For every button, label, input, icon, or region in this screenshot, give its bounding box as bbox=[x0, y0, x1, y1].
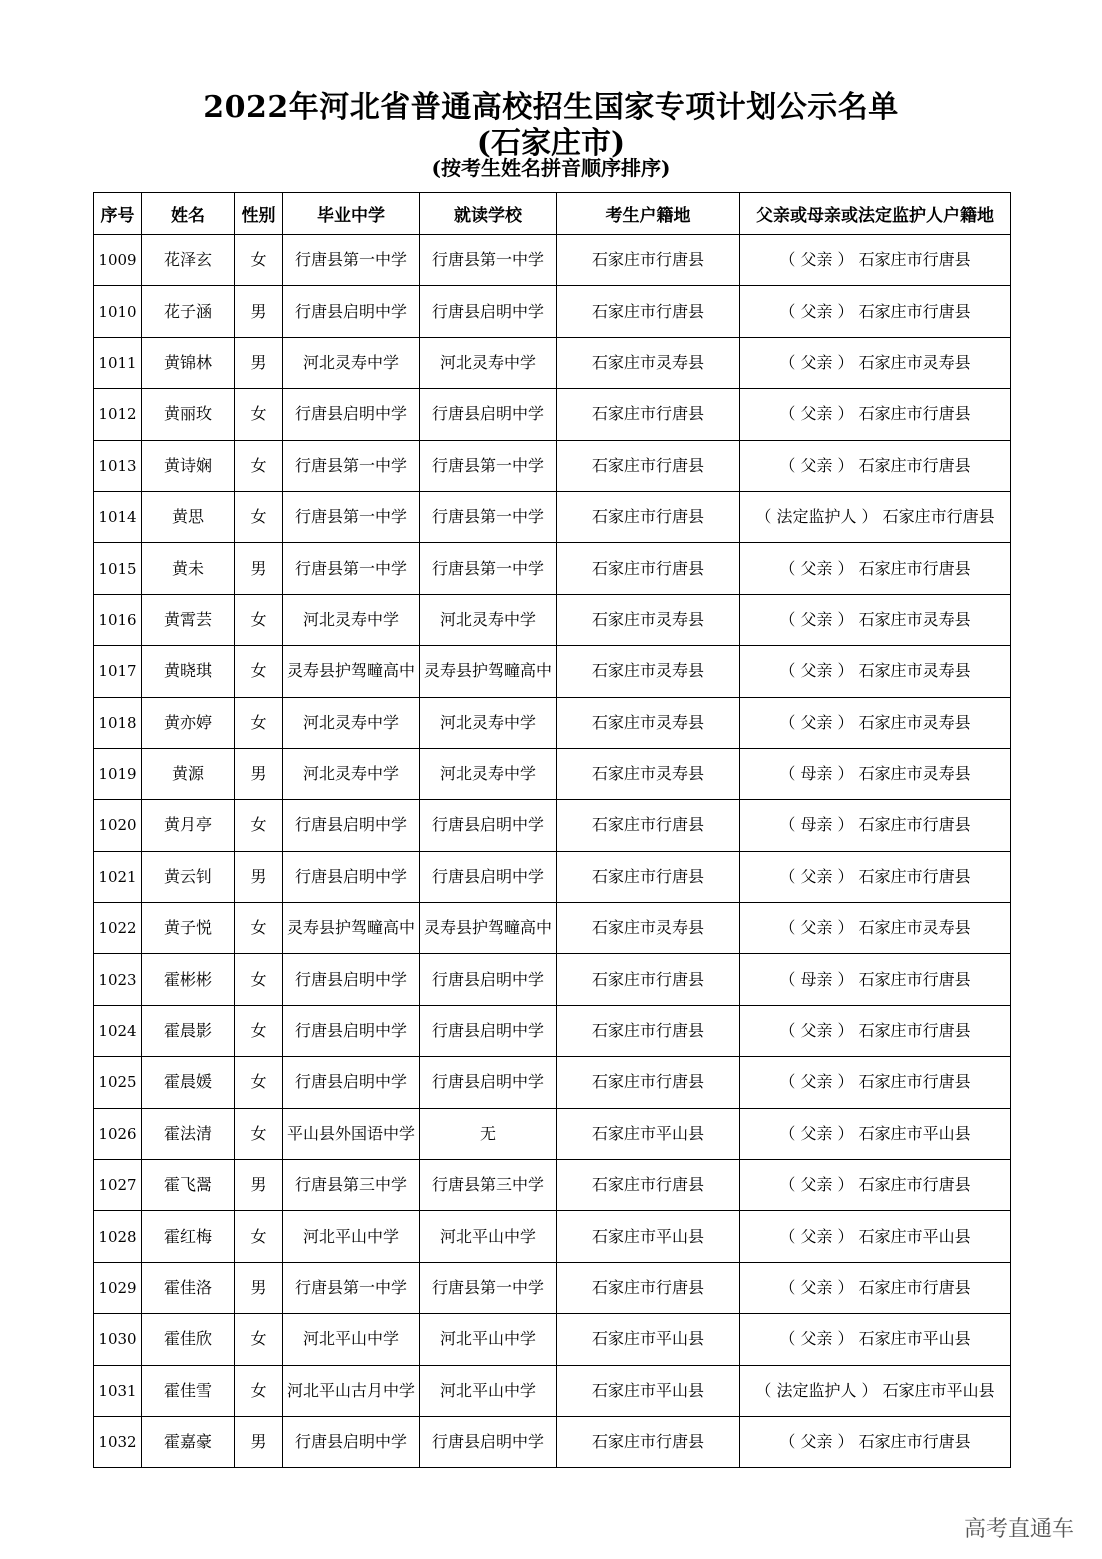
cell-name: 霍佳欣 bbox=[142, 1314, 235, 1365]
cell-household-registration: 石家庄市行唐县 bbox=[557, 1262, 740, 1313]
cell-graduation-school: 行唐县启明中学 bbox=[283, 1005, 420, 1056]
cell-guardian-registration: （ 母亲 ） 石家庄市灵寿县 bbox=[740, 748, 1011, 799]
cell-household-registration: 石家庄市平山县 bbox=[557, 1314, 740, 1365]
cell-guardian-registration: （ 父亲 ） 石家庄市灵寿县 bbox=[740, 903, 1011, 954]
cell-current-school: 行唐县第一中学 bbox=[420, 440, 557, 491]
cell-household-registration: 石家庄市灵寿县 bbox=[557, 697, 740, 748]
cell-current-school: 行唐县第一中学 bbox=[420, 543, 557, 594]
cell-current-school: 行唐县启明中学 bbox=[420, 851, 557, 902]
cell-name: 霍嘉豪 bbox=[142, 1416, 235, 1467]
cell-current-school: 灵寿县护驾疃高中 bbox=[420, 646, 557, 697]
cell-gender: 男 bbox=[235, 1160, 283, 1211]
roster-table bbox=[93, 192, 1011, 1468]
cell-gender: 女 bbox=[235, 1365, 283, 1416]
cell-guardian-registration: （ 父亲 ） 石家庄市平山县 bbox=[740, 1108, 1011, 1159]
cell-household-registration: 石家庄市灵寿县 bbox=[557, 903, 740, 954]
table-row bbox=[94, 1416, 1011, 1467]
cell-graduation-school: 灵寿县护驾疃高中 bbox=[283, 646, 420, 697]
table-row bbox=[94, 337, 1011, 388]
cell-household-registration: 石家庄市行唐县 bbox=[557, 491, 740, 542]
cell-seq: 1010 bbox=[94, 286, 142, 337]
cell-household-registration: 石家庄市行唐县 bbox=[557, 800, 740, 851]
cell-current-school: 行唐县启明中学 bbox=[420, 800, 557, 851]
cell-current-school: 行唐县第一中学 bbox=[420, 491, 557, 542]
cell-seq: 1026 bbox=[94, 1108, 142, 1159]
cell-household-registration: 石家庄市平山县 bbox=[557, 1211, 740, 1262]
cell-guardian-registration: （ 父亲 ） 石家庄市平山县 bbox=[740, 1314, 1011, 1365]
cell-current-school: 行唐县启明中学 bbox=[420, 954, 557, 1005]
cell-gender: 女 bbox=[235, 697, 283, 748]
cell-seq: 1024 bbox=[94, 1005, 142, 1056]
cell-graduation-school: 灵寿县护驾疃高中 bbox=[283, 903, 420, 954]
cell-guardian-registration: （ 父亲 ） 石家庄市灵寿县 bbox=[740, 337, 1011, 388]
cell-current-school: 行唐县启明中学 bbox=[420, 1416, 557, 1467]
cell-graduation-school: 河北灵寿中学 bbox=[283, 594, 420, 645]
cell-seq: 1016 bbox=[94, 594, 142, 645]
cell-current-school: 河北灵寿中学 bbox=[420, 697, 557, 748]
cell-seq: 1009 bbox=[94, 235, 142, 286]
cell-name: 黄子悦 bbox=[142, 903, 235, 954]
cell-gender: 女 bbox=[235, 440, 283, 491]
table-row bbox=[94, 543, 1011, 594]
cell-gender: 女 bbox=[235, 646, 283, 697]
cell-gender: 男 bbox=[235, 337, 283, 388]
cell-current-school: 行唐县第一中学 bbox=[420, 235, 557, 286]
cell-guardian-registration: （ 父亲 ） 石家庄市灵寿县 bbox=[740, 594, 1011, 645]
cell-graduation-school: 行唐县第一中学 bbox=[283, 543, 420, 594]
cell-gender: 女 bbox=[235, 800, 283, 851]
cell-graduation-school: 行唐县第一中学 bbox=[283, 440, 420, 491]
cell-current-school: 行唐县启明中学 bbox=[420, 286, 557, 337]
cell-graduation-school: 河北灵寿中学 bbox=[283, 337, 420, 388]
document-sort-note: (按考生姓名拼音顺序排序) bbox=[431, 156, 671, 180]
cell-graduation-school: 河北灵寿中学 bbox=[283, 697, 420, 748]
header-guardian-registration: 父亲或母亲或法定监护人户籍地 bbox=[740, 193, 1011, 235]
cell-name: 黄霄芸 bbox=[142, 594, 235, 645]
cell-graduation-school: 行唐县第一中学 bbox=[283, 491, 420, 542]
cell-graduation-school: 行唐县第一中学 bbox=[283, 235, 420, 286]
table-row bbox=[94, 1365, 1011, 1416]
cell-household-registration: 石家庄市行唐县 bbox=[557, 1057, 740, 1108]
header-seq: 序号 bbox=[94, 193, 142, 235]
table-row bbox=[94, 748, 1011, 799]
header-name: 姓名 bbox=[142, 193, 235, 235]
cell-name: 黄诗娴 bbox=[142, 440, 235, 491]
cell-name: 霍晨媛 bbox=[142, 1057, 235, 1108]
cell-household-registration: 石家庄市行唐县 bbox=[557, 1160, 740, 1211]
cell-name: 黄锦林 bbox=[142, 337, 235, 388]
cell-guardian-registration: （ 父亲 ） 石家庄市行唐县 bbox=[740, 1057, 1011, 1108]
cell-gender: 男 bbox=[235, 286, 283, 337]
cell-graduation-school: 行唐县启明中学 bbox=[283, 389, 420, 440]
table-row bbox=[94, 903, 1011, 954]
header-graduation-school: 毕业中学 bbox=[283, 193, 420, 235]
cell-graduation-school: 行唐县第三中学 bbox=[283, 1160, 420, 1211]
cell-guardian-registration: （ 父亲 ） 石家庄市行唐县 bbox=[740, 1160, 1011, 1211]
cell-household-registration: 石家庄市行唐县 bbox=[557, 286, 740, 337]
cell-name: 霍彬彬 bbox=[142, 954, 235, 1005]
cell-current-school: 无 bbox=[420, 1108, 557, 1159]
cell-name: 黄丽玫 bbox=[142, 389, 235, 440]
cell-name: 霍红梅 bbox=[142, 1211, 235, 1262]
cell-household-registration: 石家庄市平山县 bbox=[557, 1108, 740, 1159]
cell-name: 黄未 bbox=[142, 543, 235, 594]
cell-gender: 女 bbox=[235, 1057, 283, 1108]
cell-seq: 1030 bbox=[94, 1314, 142, 1365]
cell-household-registration: 石家庄市行唐县 bbox=[557, 954, 740, 1005]
cell-guardian-registration: （ 父亲 ） 石家庄市平山县 bbox=[740, 1211, 1011, 1262]
cell-graduation-school: 行唐县启明中学 bbox=[283, 286, 420, 337]
cell-gender: 女 bbox=[235, 1108, 283, 1159]
cell-current-school: 行唐县启明中学 bbox=[420, 1057, 557, 1108]
cell-household-registration: 石家庄市行唐县 bbox=[557, 1005, 740, 1056]
cell-graduation-school: 河北平山古月中学 bbox=[283, 1365, 420, 1416]
cell-current-school: 行唐县第三中学 bbox=[420, 1160, 557, 1211]
cell-guardian-registration: （ 父亲 ） 石家庄市行唐县 bbox=[740, 286, 1011, 337]
cell-gender: 女 bbox=[235, 491, 283, 542]
cell-gender: 女 bbox=[235, 1211, 283, 1262]
cell-current-school: 河北灵寿中学 bbox=[420, 337, 557, 388]
header-household-registration: 考生户籍地 bbox=[557, 193, 740, 235]
cell-household-registration: 石家庄市行唐县 bbox=[557, 235, 740, 286]
table-row bbox=[94, 1160, 1011, 1211]
cell-current-school: 灵寿县护驾疃高中 bbox=[420, 903, 557, 954]
cell-household-registration: 石家庄市行唐县 bbox=[557, 851, 740, 902]
cell-name: 黄亦婷 bbox=[142, 697, 235, 748]
cell-name: 黄月亭 bbox=[142, 800, 235, 851]
table-row bbox=[94, 1057, 1011, 1108]
cell-guardian-registration: （ 母亲 ） 石家庄市行唐县 bbox=[740, 800, 1011, 851]
cell-current-school: 河北灵寿中学 bbox=[420, 594, 557, 645]
cell-household-registration: 石家庄市行唐县 bbox=[557, 543, 740, 594]
cell-seq: 1020 bbox=[94, 800, 142, 851]
table-row bbox=[94, 491, 1011, 542]
cell-guardian-registration: （ 法定监护人 ） 石家庄市平山县 bbox=[740, 1365, 1011, 1416]
cell-guardian-registration: （ 父亲 ） 石家庄市行唐县 bbox=[740, 1262, 1011, 1313]
table-row bbox=[94, 1262, 1011, 1313]
table-row bbox=[94, 851, 1011, 902]
table-row bbox=[94, 646, 1011, 697]
cell-guardian-registration: （ 父亲 ） 石家庄市行唐县 bbox=[740, 851, 1011, 902]
table-row bbox=[94, 800, 1011, 851]
cell-guardian-registration: （ 父亲 ） 石家庄市行唐县 bbox=[740, 235, 1011, 286]
cell-seq: 1017 bbox=[94, 646, 142, 697]
table-row bbox=[94, 1211, 1011, 1262]
cell-gender: 女 bbox=[235, 1314, 283, 1365]
cell-gender: 男 bbox=[235, 1262, 283, 1313]
cell-household-registration: 石家庄市灵寿县 bbox=[557, 594, 740, 645]
cell-current-school: 行唐县第一中学 bbox=[420, 1262, 557, 1313]
cell-seq: 1013 bbox=[94, 440, 142, 491]
cell-name: 霍佳雪 bbox=[142, 1365, 235, 1416]
cell-guardian-registration: （ 父亲 ） 石家庄市行唐县 bbox=[740, 543, 1011, 594]
cell-current-school: 行唐县启明中学 bbox=[420, 1005, 557, 1056]
cell-guardian-registration: （ 父亲 ） 石家庄市行唐县 bbox=[740, 440, 1011, 491]
cell-gender: 女 bbox=[235, 235, 283, 286]
document-subtitle-city: (石家庄市) bbox=[476, 126, 626, 161]
cell-graduation-school: 平山县外国语中学 bbox=[283, 1108, 420, 1159]
cell-guardian-registration: （ 法定监护人 ） 石家庄市行唐县 bbox=[740, 491, 1011, 542]
cell-current-school: 河北灵寿中学 bbox=[420, 748, 557, 799]
cell-household-registration: 石家庄市平山县 bbox=[557, 1365, 740, 1416]
cell-gender: 女 bbox=[235, 389, 283, 440]
cell-gender: 男 bbox=[235, 1416, 283, 1467]
cell-guardian-registration: （ 母亲 ） 石家庄市行唐县 bbox=[740, 954, 1011, 1005]
cell-household-registration: 石家庄市行唐县 bbox=[557, 389, 740, 440]
cell-household-registration: 石家庄市行唐县 bbox=[557, 1416, 740, 1467]
cell-guardian-registration: （ 父亲 ） 石家庄市行唐县 bbox=[740, 1416, 1011, 1467]
header-current-school: 就读学校 bbox=[420, 193, 557, 235]
cell-graduation-school: 河北灵寿中学 bbox=[283, 748, 420, 799]
cell-guardian-registration: （ 父亲 ） 石家庄市行唐县 bbox=[740, 389, 1011, 440]
cell-current-school: 河北平山中学 bbox=[420, 1365, 557, 1416]
cell-seq: 1021 bbox=[94, 851, 142, 902]
cell-graduation-school: 行唐县启明中学 bbox=[283, 1416, 420, 1467]
cell-name: 花泽玄 bbox=[142, 235, 235, 286]
cell-seq: 1011 bbox=[94, 337, 142, 388]
cell-seq: 1023 bbox=[94, 954, 142, 1005]
cell-guardian-registration: （ 父亲 ） 石家庄市灵寿县 bbox=[740, 646, 1011, 697]
cell-current-school: 行唐县启明中学 bbox=[420, 389, 557, 440]
cell-seq: 1022 bbox=[94, 903, 142, 954]
table-row bbox=[94, 1005, 1011, 1056]
cell-seq: 1012 bbox=[94, 389, 142, 440]
cell-seq: 1032 bbox=[94, 1416, 142, 1467]
cell-guardian-registration: （ 父亲 ） 石家庄市行唐县 bbox=[740, 1005, 1011, 1056]
table-row bbox=[94, 235, 1011, 286]
cell-graduation-school: 河北平山中学 bbox=[283, 1211, 420, 1262]
cell-seq: 1031 bbox=[94, 1365, 142, 1416]
table-row bbox=[94, 594, 1011, 645]
table-row bbox=[94, 954, 1011, 1005]
cell-name: 黄云钊 bbox=[142, 851, 235, 902]
cell-graduation-school: 行唐县启明中学 bbox=[283, 800, 420, 851]
cell-name: 霍晨影 bbox=[142, 1005, 235, 1056]
header-row bbox=[94, 193, 1011, 235]
cell-graduation-school: 行唐县启明中学 bbox=[283, 954, 420, 1005]
cell-household-registration: 石家庄市灵寿县 bbox=[557, 748, 740, 799]
cell-graduation-school: 行唐县启明中学 bbox=[283, 851, 420, 902]
cell-name: 霍法清 bbox=[142, 1108, 235, 1159]
cell-household-registration: 石家庄市行唐县 bbox=[557, 440, 740, 491]
cell-name: 黄源 bbox=[142, 748, 235, 799]
cell-graduation-school: 河北平山中学 bbox=[283, 1314, 420, 1365]
header-gender: 性别 bbox=[235, 193, 283, 235]
cell-seq: 1029 bbox=[94, 1262, 142, 1313]
cell-name: 花子涵 bbox=[142, 286, 235, 337]
cell-seq: 1015 bbox=[94, 543, 142, 594]
cell-gender: 女 bbox=[235, 594, 283, 645]
cell-graduation-school: 行唐县第一中学 bbox=[283, 1262, 420, 1313]
cell-seq: 1027 bbox=[94, 1160, 142, 1211]
cell-seq: 1019 bbox=[94, 748, 142, 799]
cell-seq: 1014 bbox=[94, 491, 142, 542]
cell-seq: 1018 bbox=[94, 697, 142, 748]
cell-gender: 男 bbox=[235, 851, 283, 902]
cell-name: 黄思 bbox=[142, 491, 235, 542]
cell-current-school: 河北平山中学 bbox=[420, 1314, 557, 1365]
cell-gender: 男 bbox=[235, 543, 283, 594]
table-row bbox=[94, 286, 1011, 337]
table-row bbox=[94, 1314, 1011, 1365]
cell-name: 霍佳洛 bbox=[142, 1262, 235, 1313]
cell-gender: 女 bbox=[235, 1005, 283, 1056]
cell-current-school: 河北平山中学 bbox=[420, 1211, 557, 1262]
table-row bbox=[94, 1108, 1011, 1159]
cell-gender: 男 bbox=[235, 748, 283, 799]
cell-household-registration: 石家庄市灵寿县 bbox=[557, 646, 740, 697]
table-row bbox=[94, 440, 1011, 491]
cell-name: 霍飞翯 bbox=[142, 1160, 235, 1211]
cell-guardian-registration: （ 父亲 ） 石家庄市灵寿县 bbox=[740, 697, 1011, 748]
document-title: 2022年河北省普通高校招生国家专项计划公示名单 bbox=[203, 90, 899, 125]
cell-name: 黄晓琪 bbox=[142, 646, 235, 697]
table-row bbox=[94, 389, 1011, 440]
table-row bbox=[94, 697, 1011, 748]
cell-gender: 女 bbox=[235, 903, 283, 954]
watermark: 高考直通车 bbox=[963, 1517, 1074, 1542]
roster-body bbox=[94, 235, 1011, 1468]
cell-gender: 女 bbox=[235, 954, 283, 1005]
cell-household-registration: 石家庄市灵寿县 bbox=[557, 337, 740, 388]
cell-seq: 1028 bbox=[94, 1211, 142, 1262]
cell-graduation-school: 行唐县启明中学 bbox=[283, 1057, 420, 1108]
cell-seq: 1025 bbox=[94, 1057, 142, 1108]
